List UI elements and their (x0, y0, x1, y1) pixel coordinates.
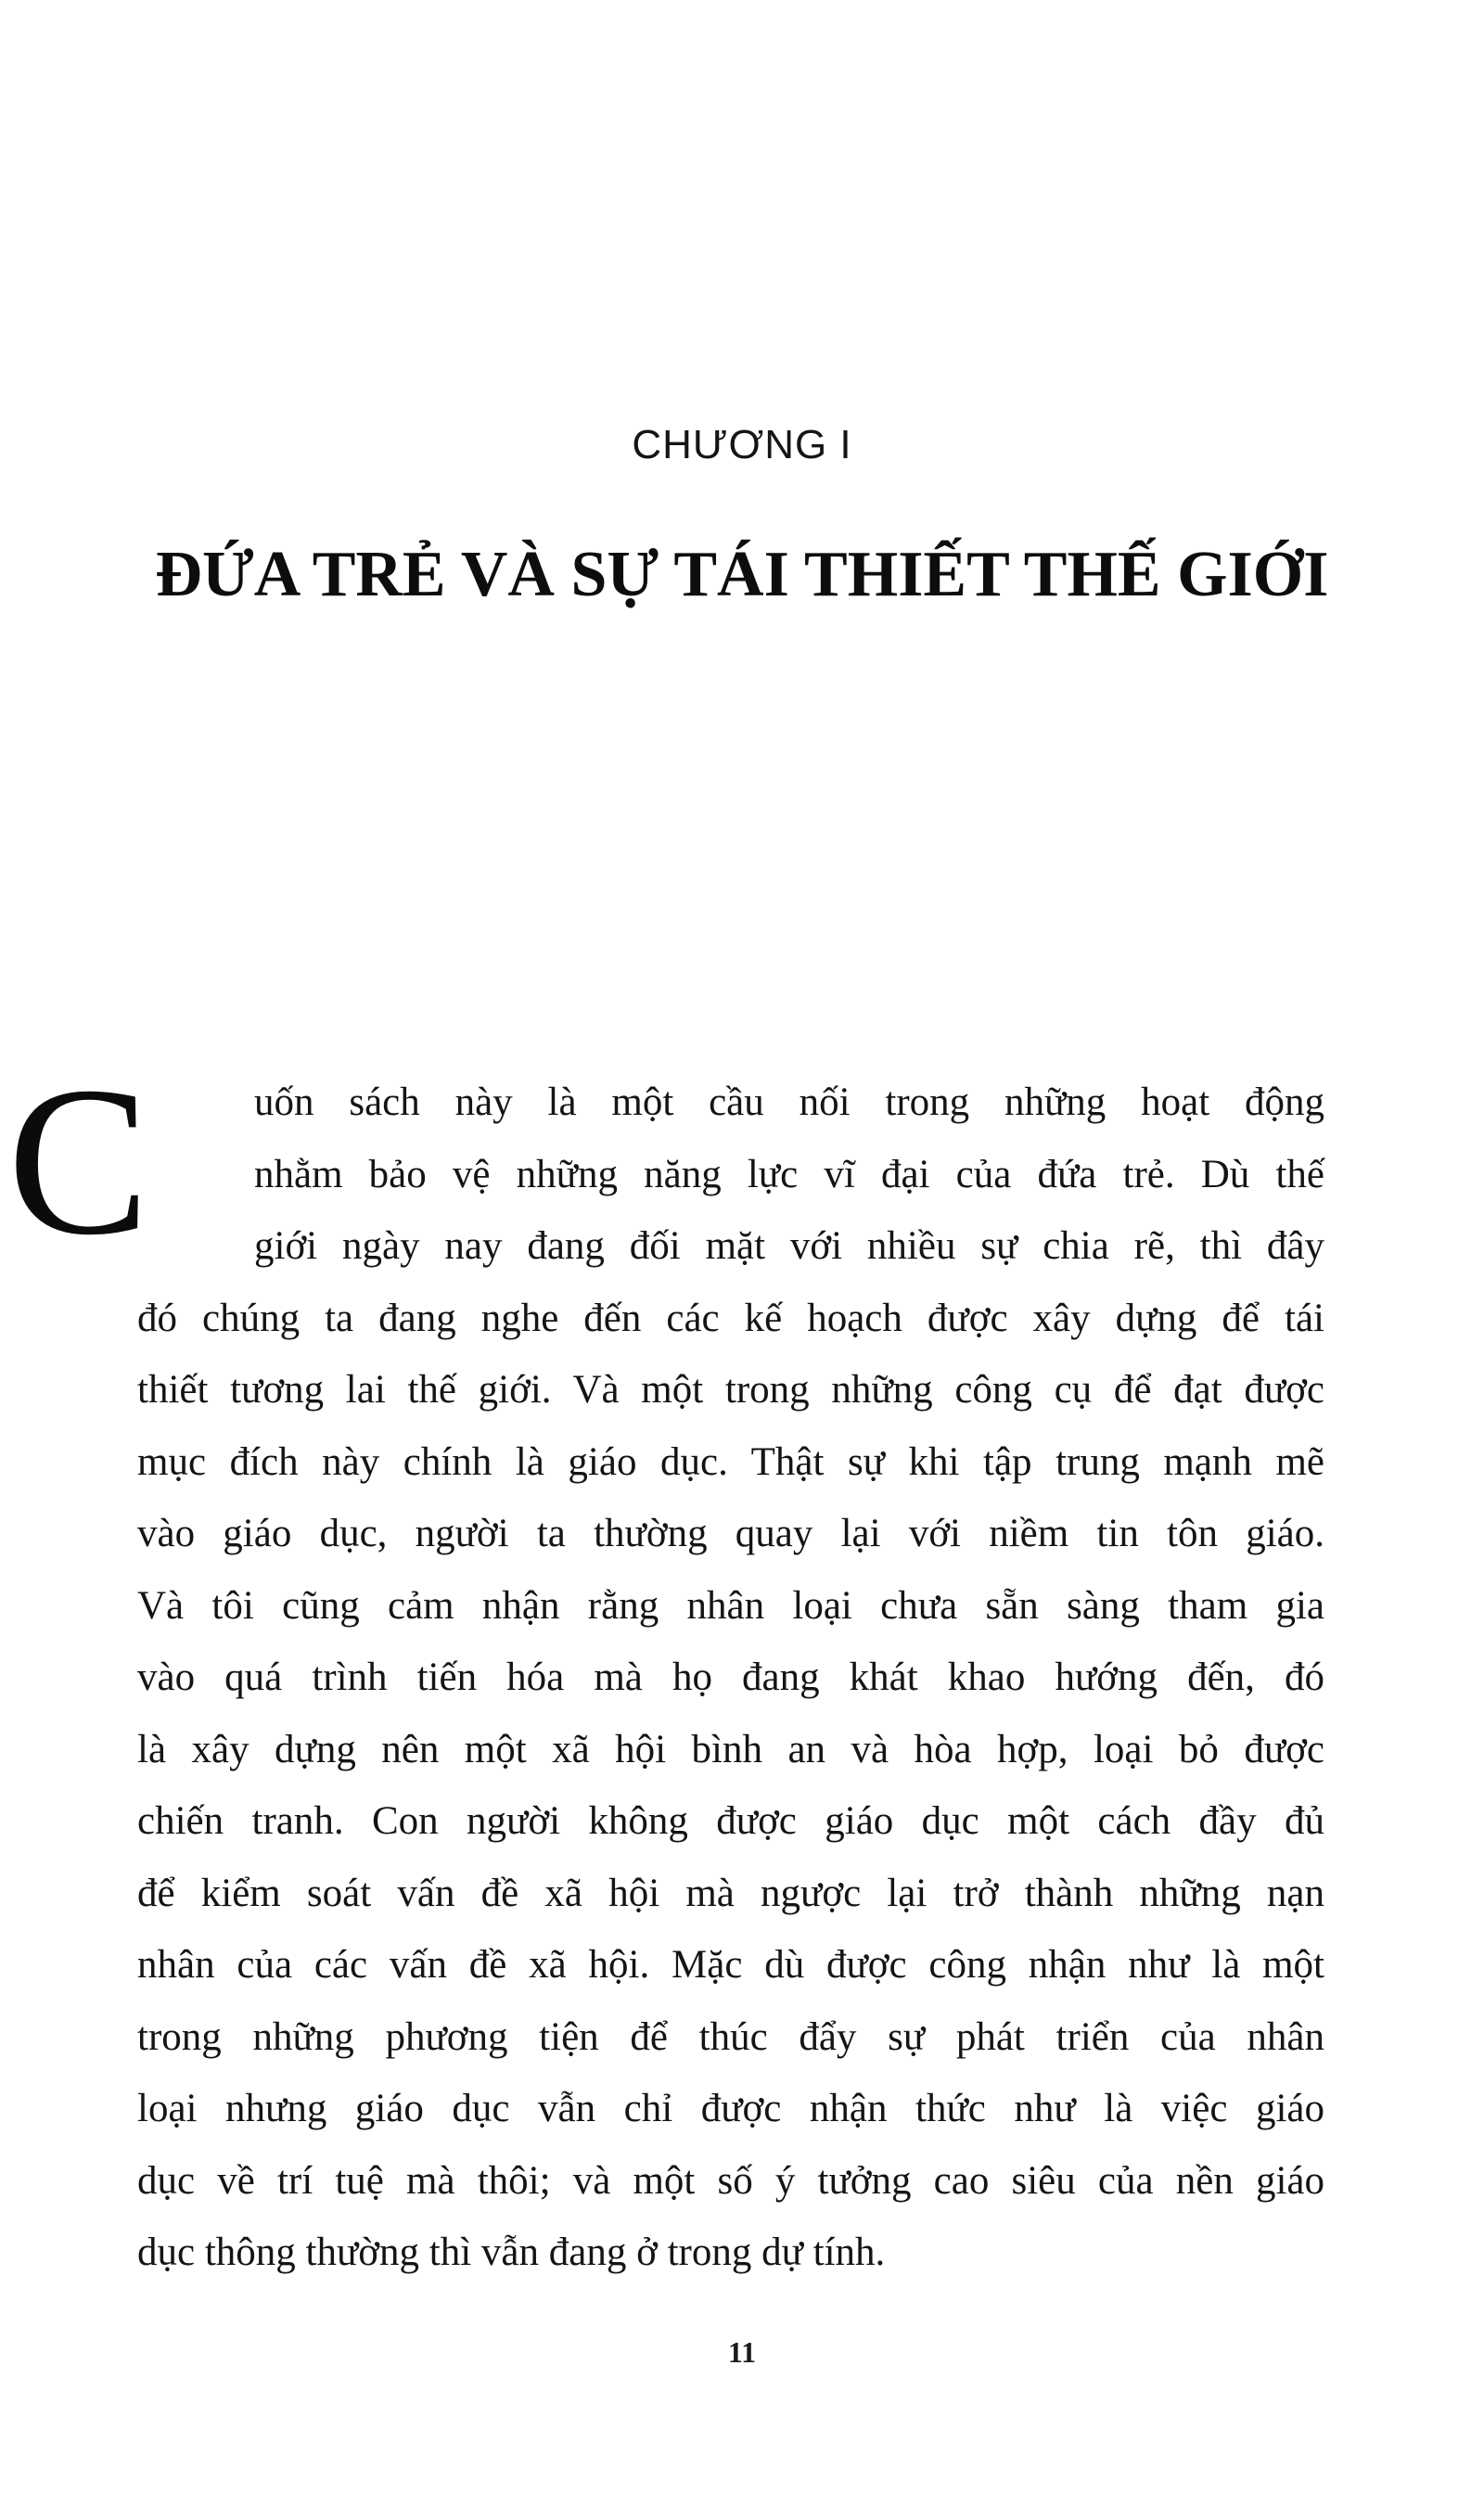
chapter-label: CHƯƠNG I (632, 422, 852, 467)
text-line: dục về trí tuệ mà thôi; và một số ý tưởng cao siêu của nền giáo (137, 2158, 1324, 2203)
text-line: nhân của các vấn đề xã hội. Mặc dù được công nhận như là một (137, 1943, 1324, 1987)
text-line: để kiểm soát vấn đề xã hội mà ngược lại trở thành những nạn (137, 1871, 1324, 1915)
body-paragraph (137, 1067, 1324, 2289)
text-line: loại nhưng giáo dục vẫn chỉ được nhận thức như là việc giáo (137, 2087, 1324, 2130)
page-number: 11 (727, 2335, 757, 2369)
text-line: đó chúng ta đang nghe đến các kế hoạch được xây dựng để tái (137, 1296, 1324, 1340)
drop-cap: C (7, 1042, 150, 1279)
text-line: vào quá trình tiến hóa mà họ đang khát khao hướng đến, đó (137, 1656, 1324, 1699)
text-line: chiến tranh. Con người không được giáo dục một cách đầy đủ (137, 1799, 1324, 1843)
text-line: nhằm bảo vệ những năng lực vĩ đại của đứa trẻ. Dù thế (254, 1152, 1324, 1196)
text-line: mục đích này chính là giáo dục. Thật sự khi tập trung mạnh mẽ (137, 1439, 1324, 1484)
text-line: vào giáo dục, người ta thường quay lại với niềm tin tôn giáo. (137, 1512, 1324, 1555)
text-line: thiết tương lai thế giới. Và một trong những công cụ để đạt được (137, 1368, 1324, 1412)
text-line: Và tôi cũng cảm nhận rằng nhân loại chưa sẵn sàng tham gia (137, 1583, 1324, 1628)
text-line: là xây dựng nên một xã hội bình an và hòa hợp, loại bỏ được (137, 1727, 1324, 1771)
text-line: dục thông thường thì vẫn đang ở trong dự tính. (137, 2231, 886, 2274)
chapter-title: ĐỨA TRẺ VÀ SỰ TÁI THIẾT THẾ GIỚI (155, 539, 1329, 610)
text-line: giới ngày nay đang đối mặt với nhiều sự chia rẽ, thì đây (254, 1224, 1324, 1268)
text-line: uốn sách này là một cầu nối trong những hoạt động (254, 1080, 1324, 1124)
text-line: trong những phương tiện để thúc đẩy sự phát triển của nhân (137, 2014, 1324, 2059)
